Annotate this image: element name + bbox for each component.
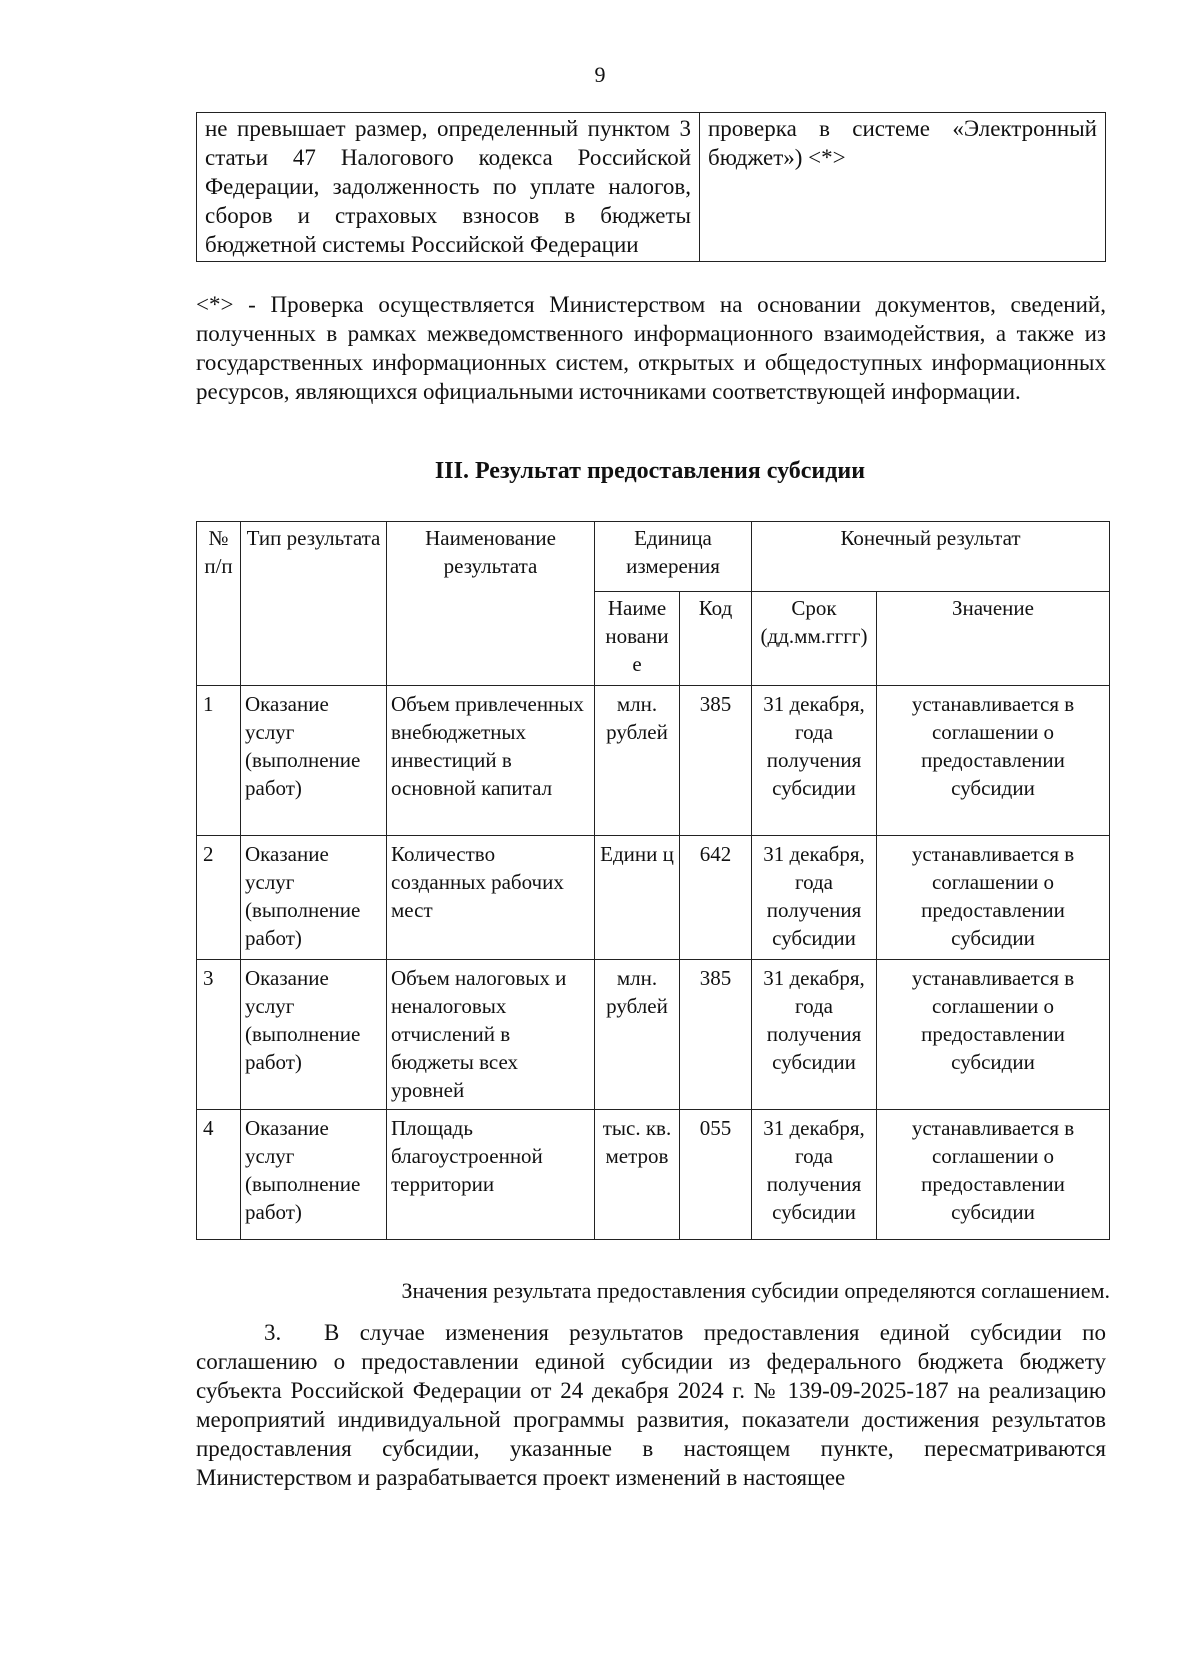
table-row (197, 113, 1106, 262)
header-num: № п/п (197, 522, 241, 686)
row-value: устанавливается в соглашении о предоставлении субсидии (877, 1110, 1110, 1240)
row-value: устанавливается в соглашении о предоставлении субсидии (877, 836, 1110, 960)
row-num: 2 (197, 836, 241, 960)
row-name: Количество созданных рабочих мест (387, 836, 595, 960)
results-table (196, 521, 1110, 1240)
paragraph-3 (196, 1318, 1106, 1492)
page-number: 9 (594, 62, 606, 87)
table-row (197, 836, 1110, 960)
row-code: 642 (680, 836, 752, 960)
row-type: Оказание услуг (выполнение работ) (241, 836, 387, 960)
row-term: 31 декабря, года получения субсидии (752, 1110, 877, 1240)
row-name: Объем налоговых и неналоговых отчислений в бюджеты всех уровней (387, 960, 595, 1110)
table-row (197, 960, 1110, 1110)
row-num: 1 (197, 686, 241, 836)
row-num: 3 (197, 960, 241, 1110)
row-num: 4 (197, 1110, 241, 1240)
row-value: устанавливается в соглашении о предоставлении субсидии (877, 686, 1110, 836)
paragraph-text: В случае изменения результатов предоставления единой субсидии по соглашению о предоставлении единой субсидии из федерального бюджета бюджету субъекта Российской Федерации от 24 декабря 2024 г. № 139-09-2025-187 на реализацию мероприятий индивидуальной программы развития, показатели достижения результатов предоставления субсидии, указанные в настоящем пункте, пересматриваются Министерством и разрабатывается проект изменений в настоящее (196, 1320, 1106, 1490)
row-code: 055 (680, 1110, 752, 1240)
row-name: Площадь благоустроенной территории (387, 1110, 595, 1240)
header-term: Срок (дд.мм.гггг) (752, 592, 877, 686)
row-code: 385 (680, 686, 752, 836)
row-unit: тыс. кв. метров (595, 1110, 680, 1240)
header-result-group: Конечный результат (752, 522, 1110, 592)
header-name: Наименование результата (387, 522, 595, 686)
row-term: 31 декабря, года получения субсидии (752, 686, 877, 836)
row-type: Оказание услуг (выполнение работ) (241, 960, 387, 1110)
requirement-cell: не превышает размер, определенный пунктом 3 статьи 47 Налогового кодекса Российской Федерации, задолженность по уплате налогов, сборов и страховых взносов в бюджеты бюджетной системы Российской Федерации (197, 113, 700, 262)
values-note: Значения результата предоставления субсидии определяются соглашением. (401, 1278, 1110, 1303)
continuation-table (196, 112, 1106, 262)
row-code: 385 (680, 960, 752, 1110)
header-unit-group: Единица измерения (595, 522, 752, 592)
row-unit: млн. рублей (595, 960, 680, 1110)
row-name: Объем привлеченных внебюджетных инвестиций в основной капитал (387, 686, 595, 836)
header-row (197, 522, 1110, 592)
row-term: 31 декабря, года получения субсидии (752, 836, 877, 960)
row-type: Оказание услуг (выполнение работ) (241, 686, 387, 836)
row-unit: млн. рублей (595, 686, 680, 836)
footnote: <*> - Проверка осуществляется Министерством на основании документов, сведений, полученных в рамках межведомственного информационного взаимодействия, а также из государственных информационных систем, открытых и общедоступных информационных ресурсов, являющихся официальными источниками соответствующей информации. (196, 292, 1106, 404)
header-type: Тип результата (241, 522, 387, 686)
section-title: III. Результат предоставления субсидии (434, 458, 866, 484)
row-value: устанавливается в соглашении о предоставлении субсидии (877, 960, 1110, 1110)
header-unit-name: Наиме новани е (595, 592, 680, 686)
row-term: 31 декабря, года получения субсидии (752, 960, 877, 1110)
verification-cell: проверка в системе «Электронный бюджет») <*> (700, 113, 1106, 262)
row-type: Оказание услуг (выполнение работ) (241, 1110, 387, 1240)
table-row (197, 1110, 1110, 1240)
header-unit-code: Код (680, 592, 752, 686)
row-unit: Едини ц (595, 836, 680, 960)
table-row (197, 686, 1110, 836)
header-value: Значение (877, 592, 1110, 686)
paragraph-number: 3. (264, 1320, 282, 1345)
